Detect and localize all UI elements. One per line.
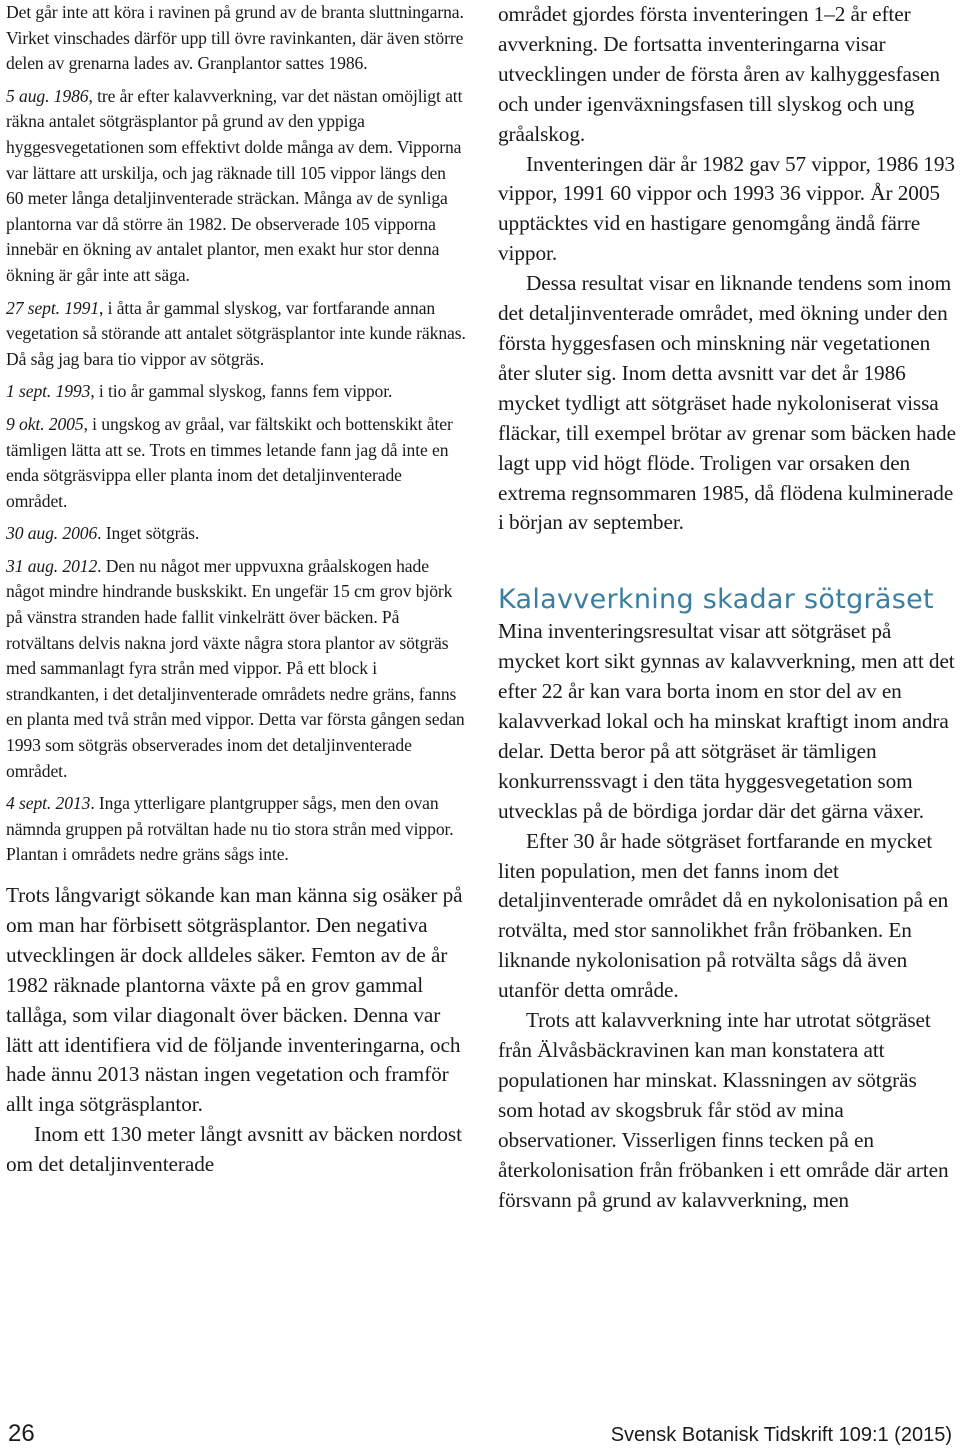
paragraph-continued: området gjordes första inventeringen 1–2 år efter avverkning. De fortsatta inventeringarna visar utvecklingen under de första åren av kalhyggesfasen och under igenväxningsfasen till slyskog och ung gråalskog. — [498, 2, 940, 146]
entry-1993 — [6, 379, 466, 405]
right-column — [498, 0, 956, 1215]
entry-text: . Inget sötgräs. — [97, 523, 200, 544]
paragraph-section-2: Efter 30 år hade sötgräset fortfarande en mycket liten population, men det fanns inom det detaljinventerade området då en nykolonisation på en rotvälta, med stor sannolikhet från fröbanken. En liknande nykolonisation på rotvälta sågs då även utanför detta område. — [498, 828, 949, 1003]
paragraph-counts: Inventeringen där år 1982 gav 57 vippor, 1986 193 vippor, 1991 60 vippor och 1993 36 vippor. År 2005 upptäcktes vid en hastigare genomgång ändå färre vippor. — [498, 151, 955, 266]
journal-citation: Svensk Botanisk Tidskrift 109:1 (2015) — [610, 1424, 952, 1446]
entry-2013 — [6, 791, 466, 868]
entry-2006 — [6, 521, 466, 547]
entry-text: , i tio år gammal slyskog, fanns fem vippor. — [90, 381, 393, 402]
entry-1986 — [6, 84, 466, 289]
paragraph-results: Dessa resultat visar en liknande tendens som inom det detaljinventerade området, med ökning under den första hyggesfasen och minskning när vegetationen åter sluter sig. Inom detta avsnitt var det år 1986 mycket tydligt att sötgräset hade nykoloniserat vissa fläckar, till exempel brötar av grenar som bäcken hade lagt upp vid högt flöde. Troligen var orsaken den extrema regnsommaren 1985, då flödena kulminerade i början av september. — [498, 271, 956, 535]
paragraph-conclusion-2: Inom ett 130 meter långt avsnitt av bäcken nordost om det detaljinventerade — [6, 1122, 462, 1177]
entry-1991 — [6, 296, 466, 373]
paragraph-intro: Det går inte att köra i ravinen på grund av de branta sluttningarna. Virket vinschades därför upp till övre ravinkanten, där även större delen av grenarna lades av. Granplantor sattes 1986. — [6, 2, 464, 74]
entry-text: , i ungskog av gråal, var fältskikt och bottenskikt åter tämligen lätta att se. Trots en timmes letande fann jag då inte en enda sötgräsvippa eller planta inom det detaljinventerade området. — [6, 413, 453, 511]
entry-date: 1 sept. 1993 — [6, 381, 91, 402]
paragraph-conclusion-1: Trots långvarigt sökande kan man känna sig osäker på om man har förbisett sötgräsplantor. Den negativa utvecklingen är dock alldeles säker. Femton av de år 1982 räknade plantorna växte på en grov gammal tallåga, som vilar diagonalt över bäcken. Denna var lätt att identifiera vid de följande inventeringarna, och hade ännu 2013 nästan ingen vegetation och framför allt inga sötgräsplantor. — [6, 883, 463, 1117]
page-number: 26 — [8, 1420, 35, 1447]
entry-date: 4 sept. 2013 — [6, 793, 91, 814]
entry-date: 5 aug. 1986 — [6, 85, 89, 106]
entry-text: . Den nu något mer uppvuxna gråalskogen hade något mindre hindrande buskskikt. En ungefär 15 cm grov björk på vänstra stranden hade fallit vinkelrätt över bäcken. På rotvältans delvis nakna jord växte några stora plantor av sötgräs med sammanlagt fyra strån med vippor. På ett block i strandkanten, i det detaljinventerade områdets nedre gräns, fanns en planta med två strån med vippor. Detta var första gången sedan 1993 som sötgräs observerades inom det detaljinventerade området. — [6, 555, 465, 781]
entry-text: , i åtta år gammal slyskog, var fortfarande annan vegetation så störande att antalet sötgräsplantor inte kunde räknas. Då såg jag bara tio vippor av sötgräs. — [6, 297, 466, 369]
section-heading: Kalavverkning skadar sötgräset — [498, 584, 934, 616]
entry-date: 31 aug. 2012 — [6, 555, 98, 576]
entry-2012 — [6, 554, 466, 784]
paragraph-section-3: Trots att kalavverkning inte har utrotat sötgräset från Älvåsbäckravinen kan man konstatera att populationen har minskat. Klassningen av sötgräs som hotad av skogsbruk får stöd av mina observationer. Visserligen finns tecken på en återkolonisation från fröbanken i ett område där arten försvann på grund av kalavverkning, men — [498, 1008, 949, 1212]
entry-text: . Inga ytterligare plantgrupper sågs, men den ovan nämnda gruppen på rotvältan hade nu tio stora strån med vippor. Plantan i områdets nedre gräns sågs inte. — [6, 793, 454, 865]
entry-date: 27 sept. 1991 — [6, 297, 100, 318]
entry-2005 — [6, 412, 466, 514]
entry-date: 9 okt. 2005 — [6, 413, 84, 434]
paragraph-section-1: Mina inventeringsresultat visar att sötgräset på mycket kort sikt gynnas av kalavverkning, men att det efter 22 år kan vara borta inom en stor del av en kalavverkad lokal och ha minskat kraftigt inom andra delar. Detta beror på att sötgräset är tämligen konkurrenssvagt i den täta hyggesvegetation som utvecklas på de bördiga jordar där det gärna växer. — [498, 619, 955, 823]
entry-date: 30 aug. 2006 — [6, 523, 98, 544]
left-column — [6, 0, 466, 1180]
entry-text: , tre år efter kalavverkning, var det nästan omöjligt att räkna antalet sötgräsplantor på grund av den yppiga hyggesvegetationen som effektivt dolde många av dem. Vipporna var lättare att urskilja, och jag räknade till 105 vippor längs den 60 meter långa detaljinventerade sträckan. Många av de synliga plantorna var då större än 1982. De observerade 105 vipporna innebär en ökning av antalet plantor, men exakt hur stor denna ökning är går inte att säga. — [6, 85, 463, 285]
